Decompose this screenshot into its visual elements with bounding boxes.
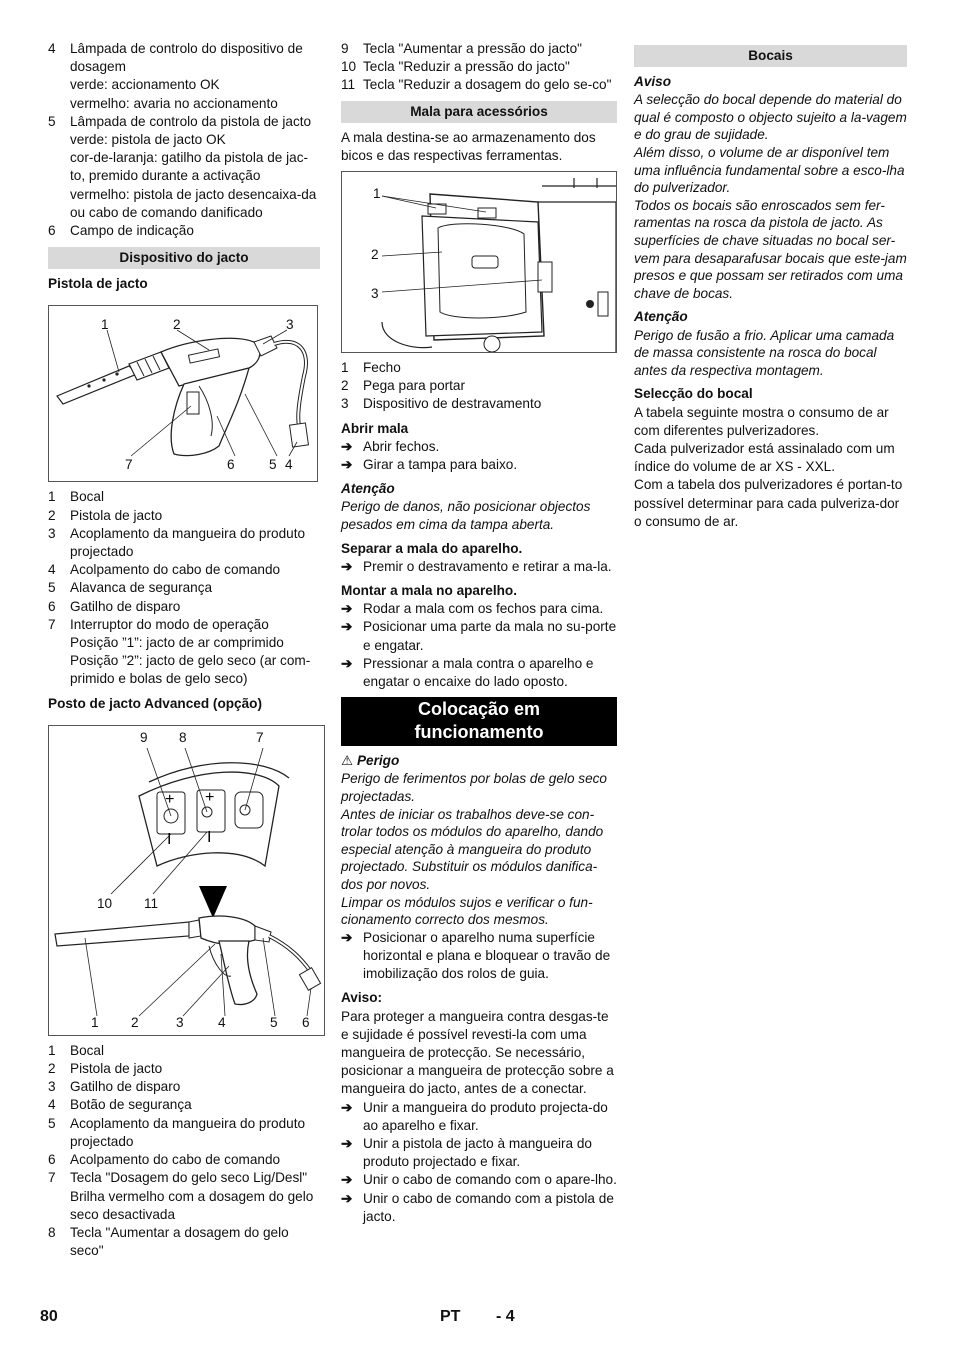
- figure-mala: [341, 171, 617, 353]
- step-text: Girar a tampa para baixo.: [363, 457, 518, 473]
- item-number: 2: [48, 1061, 56, 1077]
- aviso-heading: Aviso: [634, 74, 672, 89]
- item-text: Pistola de jacto: [70, 1061, 163, 1077]
- svg-text:I: I: [207, 828, 212, 846]
- item-number: 5: [48, 580, 56, 596]
- page-number: 80: [40, 1308, 58, 1325]
- item-text: Gatilho de disparo: [70, 598, 181, 614]
- atencao-text: Perigo de fusão a frio. Aplicar uma camada de massa consistente na rosca do bocal antes da respectiva montagem.: [634, 327, 895, 378]
- step-text: Posicionar o aparelho numa superfície horizontal e plana e bloquear o travão de imobilização dos rolos de guia.: [363, 929, 611, 982]
- fig1-label: 5: [269, 457, 277, 473]
- fig3-label: 1: [373, 186, 381, 202]
- seleccao-text: [634, 404, 907, 531]
- seleccao-heading: Selecção do bocal: [634, 386, 753, 402]
- advanced-gun-illustration: [49, 726, 324, 1035]
- item-text: Tecla "Dosagem do gelo seco Lig/Desl": [70, 1170, 308, 1186]
- arrow-right-icon: ➔: [341, 457, 353, 473]
- arrow-right-icon: ➔: [341, 558, 353, 574]
- fig2-label: 5: [270, 1014, 278, 1030]
- list-item: [48, 1096, 320, 1114]
- item-subtext: verde: pistola de jacto OK: [70, 132, 226, 148]
- bocais-aviso-text: [634, 91, 907, 302]
- item-number: 9: [341, 41, 349, 56]
- list-item: [48, 579, 320, 597]
- list-item: [48, 1042, 320, 1060]
- item-text: Bocal: [70, 489, 105, 505]
- svg-text:+: +: [205, 788, 215, 806]
- list-item: [341, 40, 617, 58]
- paragraph: Todos os bocais são enroscados sem fer-ramentas na rosca da pistola de jacto. As superfícies de chave situadas no bocal ser-vem para desaparafusar bocais que este-jam presos e que possam ser retirados com uma chave de bocas.: [634, 197, 907, 301]
- item-number: 6: [48, 223, 56, 239]
- step-text: Posicionar uma parte da mala no su-porte e engatar.: [363, 619, 617, 653]
- item-number: 5: [48, 113, 56, 129]
- atencao-heading: Atenção: [634, 309, 688, 325]
- list-item: [48, 1060, 320, 1078]
- figure-pistola-de-jacto: [48, 305, 318, 482]
- step-text: Unir o cabo de comando com a pistola de jacto.: [363, 1190, 614, 1224]
- arrow-right-icon: ➔: [341, 1099, 353, 1115]
- item-number: 3: [48, 1079, 56, 1095]
- chapter-title-line: Colocação em: [417, 699, 541, 720]
- list-item: [48, 1078, 320, 1096]
- column-1: [48, 40, 320, 1260]
- paragraph: A selecção do bocal depende do material do qual é composto o objecto sujeito a la-vagem e do grau de sujidade.: [634, 92, 907, 143]
- item-number: 4: [48, 562, 56, 578]
- fig2-label: 8: [179, 729, 187, 745]
- abrir-heading: Abrir mala: [341, 420, 409, 436]
- key-legend-list: [341, 40, 617, 95]
- paragraph: A tabela seguinte mostra o consumo de ar com diferentes pulverizadores.: [634, 404, 889, 438]
- pistola-heading: Pistola de jacto: [48, 276, 148, 292]
- item-text: Acoplamento da mangueira do produto projectado: [70, 1115, 306, 1149]
- step-text: Unir a mangueira do produto projecta-do ao aparelho e fixar.: [363, 1099, 608, 1133]
- section-band-bocais: Bocais: [634, 45, 907, 67]
- fig1-label: 3: [286, 317, 294, 333]
- item-number: 6: [48, 1152, 56, 1168]
- item-subtext: Posição ”1”: jacto de ar comprimido: [70, 635, 284, 651]
- item-subtext: Posição ”2”: jacto de gelo seco (ar com-primido e bolas de gelo seco): [70, 653, 311, 687]
- arrow-right-icon: ➔: [341, 601, 353, 617]
- fig3-label: 2: [371, 247, 379, 263]
- perigo-heading: ⚠ Perigo: [341, 753, 400, 769]
- paragraph: Com a tabela dos pulverizadores é portan-to possível determinar para cada pulveriza-dor o consumo de ar.: [634, 477, 903, 529]
- item-text: Tecla "Reduzir a pressão do jacto": [363, 59, 570, 75]
- list-item: [48, 598, 320, 616]
- list-item: [48, 525, 320, 561]
- step-text: Pressionar a mala contra o aparelho e engatar o encaixe do lado oposto.: [363, 655, 594, 690]
- fig1-label: 6: [227, 457, 235, 473]
- item-number: 2: [48, 507, 56, 523]
- mala-intro: A mala destina-se ao armazenamento dos bicos e das respectivas ferramentas.: [341, 129, 596, 163]
- list-item: [341, 359, 617, 377]
- step-item: [341, 600, 617, 618]
- item-number: 7: [48, 1170, 56, 1186]
- step-text: Rodar a mala com os fechos para cima.: [363, 601, 604, 617]
- list-item: [48, 113, 320, 222]
- arrow-right-icon: ➔: [341, 1136, 353, 1152]
- arrow-right-icon: ➔: [341, 1190, 353, 1206]
- list-item: [48, 222, 320, 240]
- item-number: 3: [341, 396, 349, 412]
- separar-heading: Separar a mala do aparelho.: [341, 540, 523, 556]
- section-band-dispositivo: Dispositivo do jacto: [48, 247, 320, 269]
- paragraph: Além disso, o volume de ar disponível tem uma influência fundamental sobre a esco-lha do pulverizador.: [634, 144, 905, 196]
- item-subtext: Brilha vermelho com a dosagem do gelo seco desactivada: [70, 1188, 314, 1222]
- fig2-label: 9: [140, 729, 148, 745]
- list-item: [341, 76, 617, 94]
- item-number: 3: [48, 525, 56, 541]
- item-text: Campo de indicação: [70, 223, 194, 239]
- item-text: Tecla "Aumentar a dosagem do gelo seco": [70, 1224, 289, 1259]
- step-item: [341, 1135, 617, 1171]
- montar-steps: [341, 600, 617, 691]
- arrow-right-icon: ➔: [341, 655, 353, 671]
- arrow-right-icon: ➔: [341, 929, 353, 945]
- mala-legend-list: [341, 359, 617, 414]
- fig1-label: 2: [173, 317, 181, 333]
- list-item: [48, 1169, 320, 1224]
- item-text: Acolpamento do cabo de comando: [70, 562, 281, 578]
- step-text: Abrir fechos.: [363, 438, 440, 454]
- figure-advanced-gun: [48, 725, 325, 1036]
- arrow-right-icon: ➔: [341, 1172, 353, 1188]
- list-item: [341, 395, 617, 413]
- paragraph: Cada pulverizador está assinalado com um índice do volume de ar XS - XXL.: [634, 440, 895, 475]
- item-text: Tecla "Reduzir a dosagem do gelo se-co": [363, 77, 612, 93]
- advanced-legend-list: [48, 1042, 320, 1260]
- item-text: Gatilho de disparo: [70, 1079, 181, 1095]
- column-3: [634, 40, 907, 531]
- perigo-text: [341, 770, 617, 928]
- aviso-steps: [341, 1099, 617, 1226]
- advanced-heading: Posto de jacto Advanced (opção): [48, 695, 263, 711]
- fig1-label: 4: [285, 457, 293, 473]
- section-band-mala: Mala para acessórios: [341, 101, 617, 123]
- item-number: 1: [48, 1042, 56, 1058]
- perigo-steps: [341, 929, 617, 984]
- step-item: [341, 929, 617, 984]
- spray-gun-illustration: [49, 306, 317, 481]
- step-item: [341, 618, 617, 654]
- item-text: Tecla "Aumentar a pressão do jacto": [363, 41, 582, 56]
- fig2-label: 2: [131, 1014, 139, 1030]
- aviso-heading: Aviso:: [341, 990, 383, 1006]
- item-text: Fecho: [363, 360, 401, 376]
- list-item: [48, 488, 320, 506]
- status-lamp-list: [48, 40, 320, 240]
- list-item: [48, 40, 320, 113]
- item-text: Alavanca de segurança: [70, 580, 213, 596]
- step-text: Premir o destravamento e retirar a ma-la.: [363, 558, 612, 574]
- arrow-right-icon: ➔: [341, 438, 353, 454]
- chapter-title-line: funcionamento: [414, 722, 544, 743]
- item-text: Pistola de jacto: [70, 507, 163, 523]
- step-item: [341, 438, 617, 456]
- fig2-label: 1: [91, 1014, 99, 1030]
- fig1-label: 7: [125, 457, 133, 473]
- item-number: 7: [48, 616, 56, 632]
- paragraph: Antes de iniciar os trabalhos deve-se con-trolar todos os módulos do aparelho, dando especial atenção à mangueira do produto projectado. Substituir os módulos danifica-dos por novos.: [341, 806, 604, 893]
- item-number: 4: [48, 41, 56, 56]
- item-subtext: verde: accionamento OK: [70, 77, 220, 93]
- step-item: [341, 655, 617, 691]
- paragraph: Perigo de ferimentos por bolas de gelo seco projectadas.: [341, 771, 607, 805]
- step-text: Unir o cabo de comando com o apare-lho.: [363, 1172, 617, 1188]
- fig2-label: 10: [97, 895, 113, 911]
- accessory-case-illustration: [342, 172, 616, 352]
- warning-triangle-icon: ⚠: [341, 753, 354, 769]
- item-number: 1: [341, 360, 349, 376]
- item-text: Interruptor do modo de operação: [70, 616, 269, 632]
- item-number: 2: [341, 378, 349, 394]
- step-text: Unir a pistola de jacto à mangueira do produto projectado e fixar.: [363, 1136, 592, 1170]
- item-subtext: vermelho: avaria no accionamento: [70, 95, 278, 111]
- item-text: Pega para portar: [363, 378, 466, 394]
- svg-text:+: +: [165, 790, 175, 808]
- aviso-text: Para proteger a mangueira contra desgas-te e sujidade é possível revesti-la com uma mangueira de protecção. Se necessário, posicionar a mangueira de protecção sobre a mangueira do jacto, antes de a conectar.: [341, 1008, 614, 1097]
- arrow-right-icon: ➔: [341, 619, 353, 635]
- language-code: PT: [440, 1308, 461, 1325]
- column-2: [341, 40, 617, 1226]
- list-item: [341, 58, 617, 76]
- step-item: [341, 1099, 617, 1135]
- list-item: [48, 561, 320, 579]
- montar-heading: Montar a mala no aparelho.: [341, 583, 518, 599]
- item-text: Botão de segurança: [70, 1097, 192, 1113]
- item-text: Lâmpada de controlo da pistola de jacto: [70, 113, 312, 129]
- svg-text:I: I: [167, 830, 172, 848]
- fig2-label: 6: [302, 1014, 310, 1030]
- list-item: [341, 377, 617, 395]
- item-number: 10: [341, 59, 357, 75]
- abrir-steps: [341, 438, 617, 474]
- item-number: 1: [48, 489, 56, 505]
- item-number: 11: [341, 77, 356, 93]
- fig2-label: 11: [144, 895, 159, 911]
- section-number: - 4: [496, 1308, 515, 1325]
- atencao-text: Perigo de danos, não posicionar objectos pesados em cima da tampa aberta.: [341, 499, 591, 533]
- step-item: [341, 1171, 617, 1189]
- list-item: [48, 1151, 320, 1169]
- item-text: Acolpamento do cabo de comando: [70, 1152, 281, 1168]
- list-item: [48, 1115, 320, 1151]
- step-item: [341, 558, 617, 576]
- list-item: [48, 1224, 320, 1260]
- item-text: Dispositivo de destravamento: [363, 396, 542, 412]
- item-subtext: vermelho: pistola de jacto desencaixa-da ou cabo de comando danificado: [70, 186, 317, 220]
- list-item: [48, 507, 320, 525]
- fig3-label: 3: [371, 286, 379, 302]
- fig1-label: 1: [101, 317, 109, 333]
- item-number: 6: [48, 598, 56, 614]
- step-item: [341, 456, 617, 474]
- fig2-label: 7: [256, 729, 264, 745]
- item-text: Lâmpada de controlo do dispositivo de dosagem: [70, 41, 303, 75]
- item-number: 8: [48, 1224, 56, 1240]
- fig2-label: 3: [176, 1014, 184, 1030]
- item-number: 5: [48, 1115, 56, 1131]
- step-item: [341, 1190, 617, 1226]
- fig2-label: 4: [218, 1014, 226, 1030]
- separar-steps: [341, 558, 617, 576]
- item-subtext: cor-de-laranja: gatilho da pistola de jac-to, premido durante a activação: [70, 150, 309, 184]
- atencao-heading: Atenção: [341, 481, 395, 497]
- chapter-band-colocacao: [341, 697, 617, 746]
- paragraph: Limpar os módulos sujos e verificar o fun-cionamento correcto dos mesmos.: [341, 894, 593, 928]
- pistola-legend-list: [48, 488, 320, 688]
- item-text: Bocal: [70, 1042, 105, 1058]
- item-number: 4: [48, 1097, 56, 1113]
- list-item: [48, 616, 320, 689]
- item-text: Acoplamento da mangueira do produto projectado: [70, 525, 306, 560]
